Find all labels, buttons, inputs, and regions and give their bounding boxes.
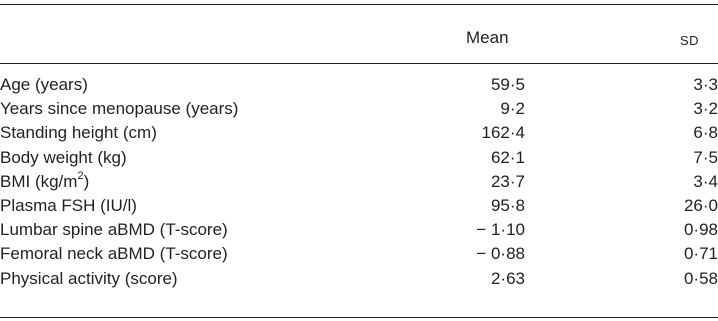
row-sd: 0·98 xyxy=(683,220,718,240)
row-label xyxy=(0,170,89,194)
row-sd: 3·2 xyxy=(693,99,718,119)
row-label-prefix: BMI (kg/m xyxy=(0,171,78,191)
row-sd: 6·8 xyxy=(693,123,718,143)
row-mean: 95·8 xyxy=(490,195,525,215)
row-mean: 23·7 xyxy=(490,171,525,191)
row-sd: 3·3 xyxy=(693,75,718,94)
table-row xyxy=(0,218,718,242)
row-label: Age (years) xyxy=(0,75,88,94)
column-header-mean: Mean xyxy=(466,28,509,47)
row-label: Lumbar spine aBMD (T-score) xyxy=(0,220,228,240)
table-row xyxy=(0,73,718,97)
table-top-rule xyxy=(0,4,718,5)
row-label: Plasma FSH (IU/l) xyxy=(0,195,137,215)
table-header-rule xyxy=(0,63,718,64)
table-row xyxy=(0,242,718,266)
row-mean: 2·63 xyxy=(490,268,525,288)
table-bottom-rule xyxy=(0,317,718,318)
table-row xyxy=(0,170,718,194)
row-label: Femoral neck aBMD (T-score) xyxy=(0,244,228,264)
table-row xyxy=(0,146,718,170)
row-label-suffix: ) xyxy=(83,171,90,191)
row-mean: 162·4 xyxy=(481,123,525,143)
column-header-sd: SD xyxy=(680,33,700,48)
table-body xyxy=(0,73,718,291)
table-row xyxy=(0,194,718,218)
row-sd: 26·0 xyxy=(683,195,718,215)
row-label: Standing height (cm) xyxy=(0,123,157,143)
row-mean: − 0·88 xyxy=(476,244,525,264)
row-mean: 62·1 xyxy=(490,147,525,167)
row-label: Physical activity (score) xyxy=(0,268,178,288)
row-label: Years since menopause (years) xyxy=(0,99,239,119)
row-mean: − 1·10 xyxy=(476,220,525,240)
row-label: Body weight (kg) xyxy=(0,147,127,167)
row-label-superscript: 2 xyxy=(77,170,84,183)
table-row xyxy=(0,97,718,121)
row-sd: 3·4 xyxy=(693,171,718,191)
row-mean: 59·5 xyxy=(490,75,525,94)
row-sd: 0·58 xyxy=(683,268,718,288)
table-row xyxy=(0,121,718,145)
table-row xyxy=(0,267,718,291)
row-mean: 9·2 xyxy=(500,99,525,119)
row-sd: 0·71 xyxy=(683,244,718,264)
row-sd: 7·5 xyxy=(693,147,718,167)
